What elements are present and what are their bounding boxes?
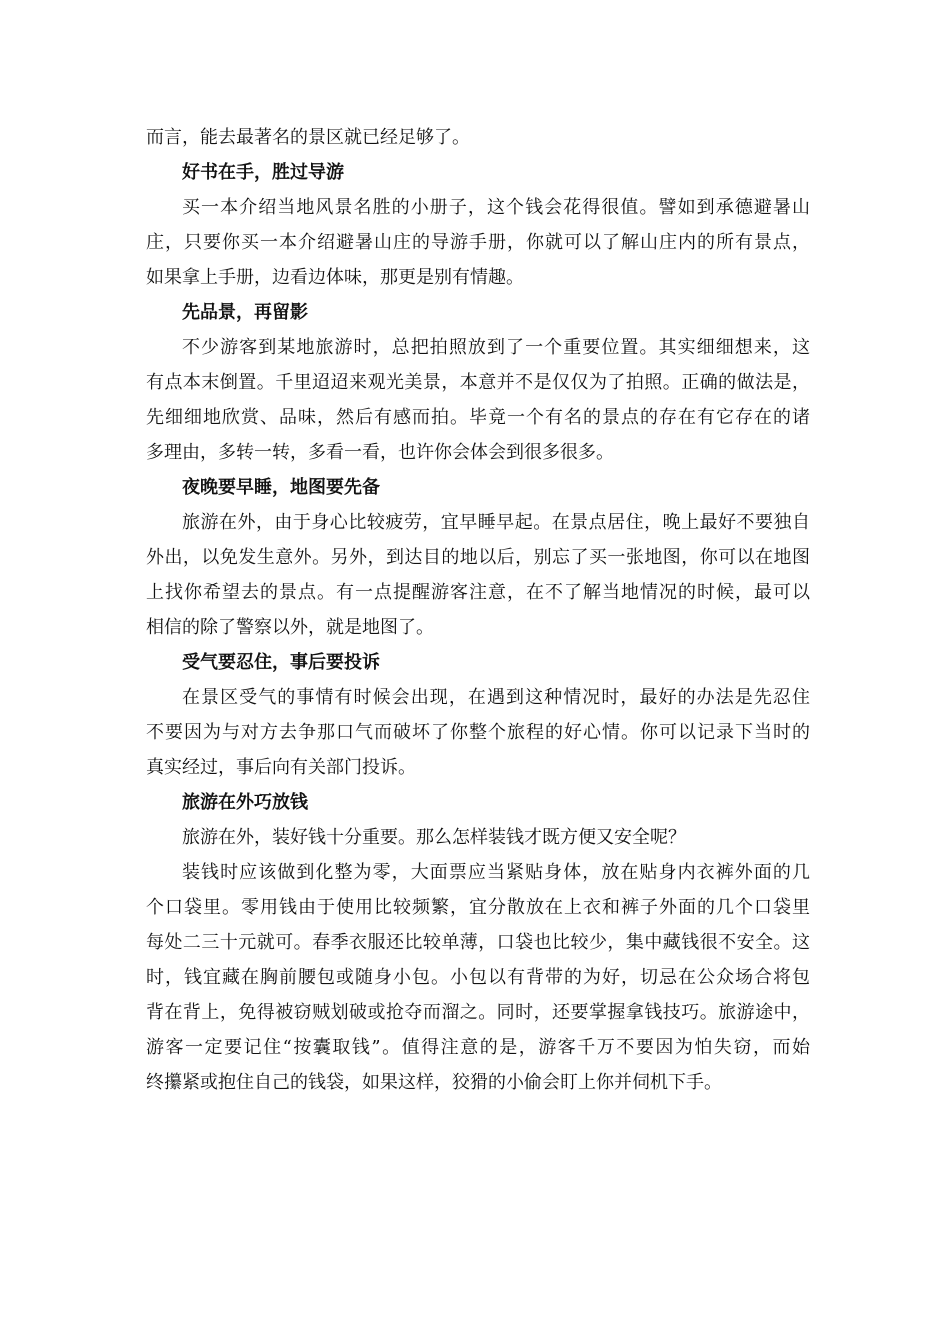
paragraph-line: 时，钱宜藏在胸前腰包或随身小包。小包以有背带的为好，切忌在公众场合将包: [146, 967, 810, 988]
paragraph-line: 真实经过，事后向有关部门投诉。: [146, 757, 416, 778]
paragraph-line: 游客一定要记住“按囊取钱”。值得注意的是，游客千万不要因为怕失窃，而始: [146, 1037, 810, 1058]
paragraph-line: 多理由，多转一转，多看一看，也许你会体会到很多很多。: [146, 442, 614, 463]
paragraph-line: 每处二三十元就可。春季衣服还比较单薄，口袋也比较少，集中藏钱很不安全。这: [146, 932, 810, 953]
paragraph-line: 背在背上，免得被窃贼划破或抢夺而溜之。同时，还要掌握拿钱技巧。旅游途中，: [146, 1002, 810, 1023]
paragraph-line: 上找你希望去的景点。有一点提醒游客注意，在不了解当地情况的时候，最可以: [146, 582, 810, 603]
section-heading-guidebook: 好书在手，胜过导游: [182, 162, 344, 183]
document-body: [146, 120, 810, 1100]
paragraph-line: 终攥紧或抱住自己的钱袋，如果这样，狡猾的小偷会盯上你并伺机下手。: [146, 1072, 722, 1093]
paragraph-line: 先细细地欣赏、品味，然后有感而拍。毕竟一个有名的景点的存在有它存在的诸: [146, 407, 810, 428]
paragraph-line: 庄，只要你买一本介绍避暑山庄的导游手册，你就可以了解山庄内的所有景点，: [146, 232, 810, 253]
section-heading-complaint: 受气要忍住，事后要投诉: [182, 652, 380, 673]
paragraph-line: 相信的除了警察以外，就是地图了。: [146, 617, 434, 638]
paragraph-line: 买一本介绍当地风景名胜的小册子，这个钱会花得很值。譬如到承德避暑山: [182, 197, 810, 218]
paragraph-line: 而言，能去最著名的景区就已经足够了。: [146, 127, 470, 148]
paragraph-line: 个口袋里。零用钱由于使用比较频繁，宜分散放在上衣和裤子外面的几个口袋里: [146, 897, 810, 918]
paragraph-line: 在景区受气的事情有时候会出现，在遇到这种情况时，最好的办法是先忍住: [182, 687, 810, 708]
paragraph-line: 外出，以免发生意外。另外，到达目的地以后，别忘了买一张地图，你可以在地图: [146, 547, 810, 568]
section-heading-scenery-first: 先品景，再留影: [182, 302, 308, 323]
section-heading-sleep-map: 夜晚要早睡，地图要先备: [182, 477, 380, 498]
paragraph-line: 有点本末倒置。千里迢迢来观光美景，本意并不是仅仅为了拍照。正确的做法是，: [146, 372, 810, 393]
paragraph-line: 旅游在外，由于身心比较疲劳，宜早睡早起。在景点居住，晚上最好不要独自: [182, 512, 810, 533]
paragraph-line: 不要因为与对方去争那口气而破坏了你整个旅程的好心情。你可以记录下当时的: [146, 722, 810, 743]
paragraph-line: 旅游在外，装好钱十分重要。那么怎样装钱才既方便又安全呢？: [182, 827, 686, 848]
paragraph-line: 不少游客到某地旅游时，总把拍照放到了一个重要位置。其实细细想来，这: [182, 337, 810, 358]
paragraph-line: 如果拿上手册，边看边体味，那更是别有情趣。: [146, 267, 524, 288]
paragraph-line: 装钱时应该做到化整为零，大面票应当紧贴身体，放在贴身内衣裤外面的几: [182, 862, 810, 883]
section-heading-money: 旅游在外巧放钱: [182, 792, 308, 813]
